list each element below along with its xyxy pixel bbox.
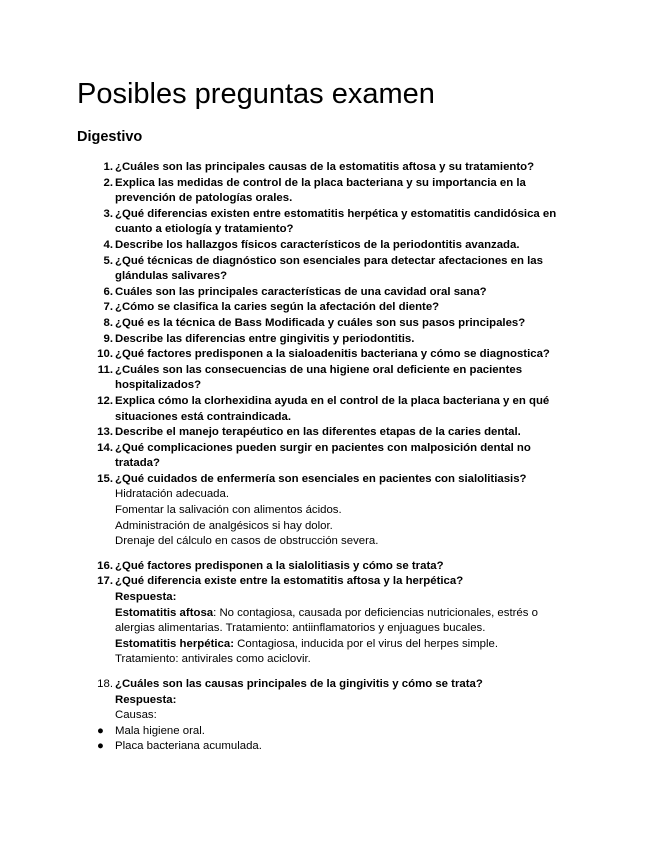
question-number: 10.: [97, 348, 113, 361]
question-item: [77, 176, 577, 207]
question-text: ¿Cuáles son las causas principales de la gingivitis y cómo se trata?: [115, 678, 483, 690]
question-number: 18.: [97, 678, 113, 690]
list-item: [77, 724, 577, 740]
question-text: ¿Qué factores predisponen a la sialoadenitis bacteriana y cómo se diagnostica?: [115, 348, 550, 361]
question-text: ¿Qué técnicas de diagnóstico son esenciales para detectar afectaciones en las glándulas salivares?: [115, 254, 543, 283]
question-item: [77, 677, 577, 724]
question-number: 17.: [97, 575, 113, 588]
question-item: [77, 285, 577, 301]
question-item: [77, 238, 577, 254]
question-text: ¿Qué es la técnica de Bass Modificada y cuáles son sus pasos principales?: [115, 316, 526, 329]
question-number: 11.: [97, 363, 113, 376]
list-item: [77, 739, 577, 755]
answer-line: Hidratación adecuada.: [115, 488, 229, 501]
question-text: ¿Cuáles son las principales causas de la estomatitis aftosa y su tratamiento?: [115, 161, 535, 173]
question-item: [77, 254, 577, 285]
question-item: [77, 441, 577, 472]
question-text: ¿Qué cuidados de enfermería son esenciales en pacientes con sialolitiasis?: [115, 472, 527, 485]
causas-label: Causas:: [115, 709, 157, 722]
question-number: 9.: [103, 332, 113, 345]
question-number: 4.: [103, 238, 113, 251]
question-text: Explica las medidas de control de la placa bacteriana y su importancia en la prevención de patologías orales.: [115, 176, 526, 205]
question-number: 1.: [103, 161, 113, 173]
answer-line: Drenaje del cálculo en casos de obstrucción severa.: [115, 535, 379, 548]
question-text: Explica cómo la clorhexidina ayuda en el control de la placa bacteriana y en qué situaciones está contraindicada.: [115, 394, 550, 423]
page-title: Posibles preguntas examen: [77, 78, 435, 110]
question-number: 8.: [103, 316, 113, 329]
question-item: [77, 316, 577, 332]
answer-line: Administración de analgésicos si hay dolor.: [115, 519, 333, 532]
aftosa-text: : No contagiosa, causada por deficiencias nutricionales, estrés o alergias alimentarias. Tratamiento: antiinflamatorios y enjuagues bucales.: [115, 606, 538, 635]
question-text: ¿Qué factores predisponen a la sialolitiasis y cómo se trata?: [115, 559, 444, 572]
question-item: [77, 472, 577, 550]
question-number: 12.: [97, 394, 113, 407]
question-item: [77, 363, 577, 394]
question-text: Describe las diferencias entre gingivitis y periodontitis.: [115, 332, 415, 345]
question-item: [77, 347, 577, 363]
question-text: Cuáles son las principales características de una cavidad oral sana?: [115, 285, 487, 298]
question-number: 14.: [97, 441, 113, 454]
section-heading: Digestivo: [77, 129, 143, 145]
bullet-text: Placa bacteriana acumulada.: [115, 740, 262, 753]
aftosa-label: Estomatitis aftosa: [115, 606, 214, 619]
herpetica-label: Estomatitis herpética:: [115, 637, 235, 650]
question-number: 6.: [103, 285, 113, 298]
question-number: 5.: [103, 254, 113, 267]
question-text: ¿Qué diferencias existen entre estomatitis herpética y estomatitis candidósica en cuanto a etiología y tratamiento?: [115, 207, 557, 236]
question-item: [77, 559, 577, 575]
herpetica-text: Contagiosa, inducida por el virus del herpes simple.: [234, 637, 499, 650]
question-text: ¿Cómo se clasifica la caries según la afectación del diente?: [115, 301, 440, 314]
spacer: [77, 668, 577, 677]
answer-line: Fomentar la salivación con alimentos ácidos.: [115, 504, 342, 517]
question-item: [77, 160, 577, 176]
bullet-icon: ●: [97, 724, 104, 737]
respuesta-label: Respuesta:: [115, 693, 177, 706]
question-text: Describe el manejo terapéutico en las diferentes etapas de la caries dental.: [115, 426, 521, 439]
question-number: 15.: [97, 472, 113, 485]
spacer: [77, 550, 577, 559]
question-text: Describe los hallazgos físicos característicos de la periodontitis avanzada.: [115, 238, 520, 251]
respuesta-label: Respuesta:: [115, 591, 177, 604]
bullet-icon: ●: [97, 740, 104, 753]
question-item: [77, 207, 577, 238]
herpetica-treatment: Tratamiento: antivirales como aciclovir.: [115, 653, 311, 666]
question-item: [77, 394, 577, 425]
answer-herpetica: [115, 637, 577, 653]
question-number: 3.: [103, 207, 113, 220]
question-item: [77, 300, 577, 316]
question-number: 7.: [103, 301, 113, 314]
question-number: 2.: [103, 176, 113, 189]
question-text: ¿Qué diferencia existe entre la estomatitis aftosa y la herpética?: [115, 575, 464, 588]
question-text: ¿Qué complicaciones pueden surgir en pacientes con malposición dental no tratada?: [115, 441, 531, 470]
question-number: 13.: [97, 426, 113, 439]
question-item: [77, 425, 577, 441]
question-text: ¿Cuáles son las consecuencias de una higiene oral deficiente en pacientes hospitalizados?: [115, 363, 523, 392]
question-number: 16.: [97, 559, 113, 572]
question-item: [77, 574, 577, 668]
question-list: [77, 160, 577, 755]
question-item: [77, 332, 577, 348]
answer-aftosa: [115, 606, 577, 637]
bullet-text: Mala higiene oral.: [115, 724, 205, 737]
